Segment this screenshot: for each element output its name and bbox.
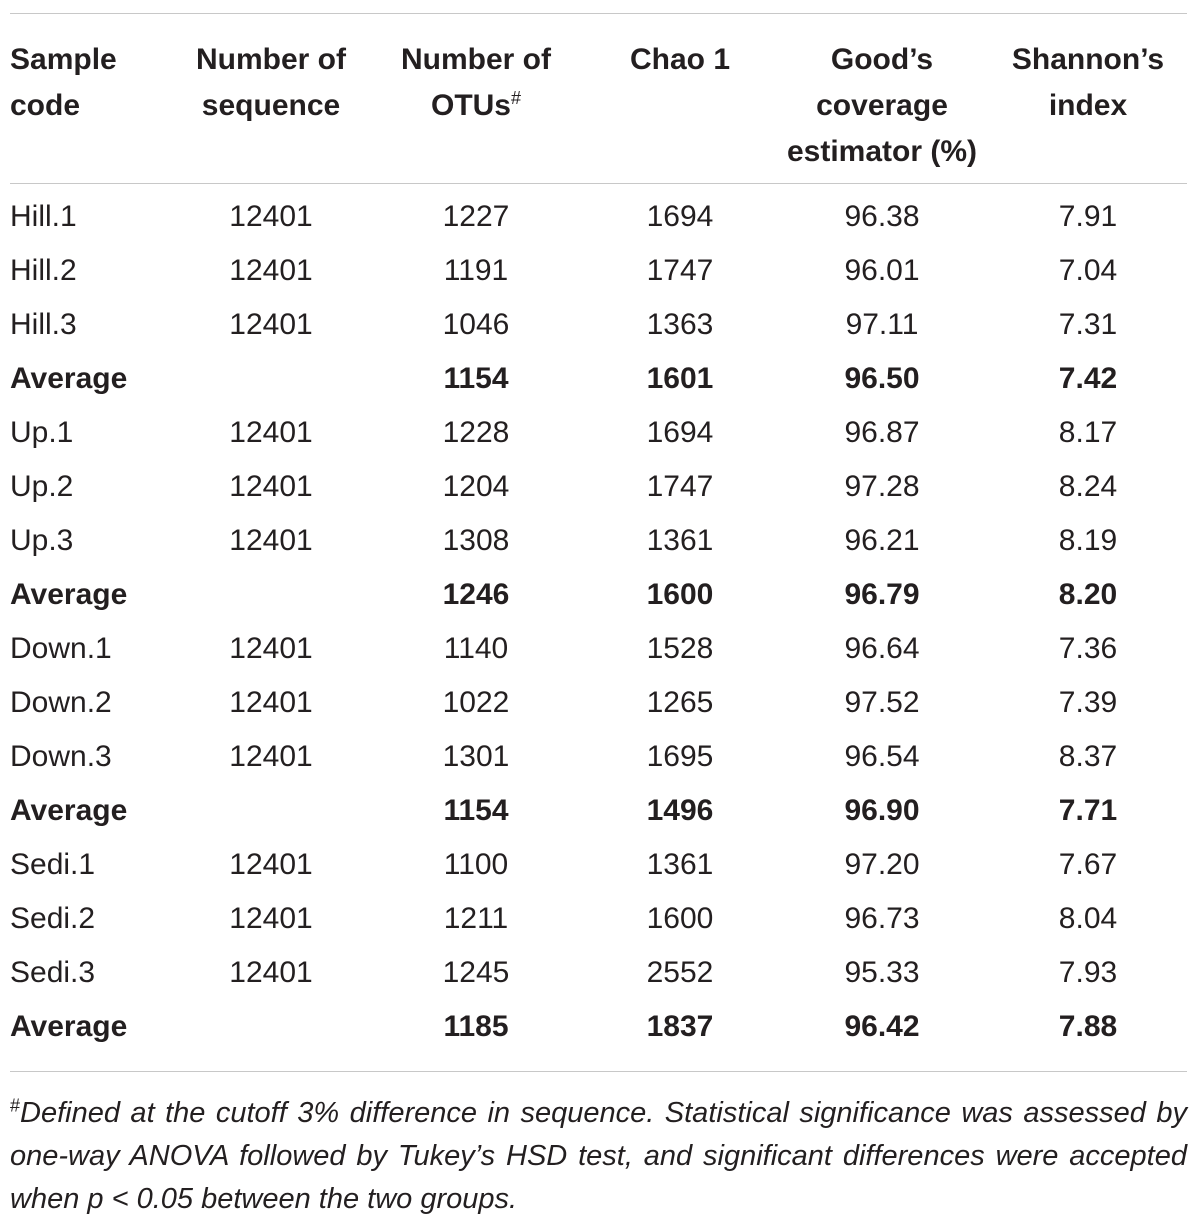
header-spacer — [10, 175, 1187, 190]
table-row — [10, 838, 1187, 892]
table-row — [10, 730, 1187, 784]
average-row — [10, 352, 1187, 406]
cell-sample-code: Hill.3 — [10, 308, 77, 341]
cell-sample-code: Sedi.3 — [10, 956, 96, 989]
cell-chao1: 1747 — [646, 470, 714, 503]
cell-shannons-index: 7.88 — [1058, 1010, 1118, 1043]
cell-chao1: 1361 — [646, 848, 714, 881]
table-row — [10, 406, 1187, 460]
cell-goods-coverage: 97.52 — [844, 686, 920, 719]
cell-goods-coverage: 96.87 — [844, 416, 920, 449]
bottom-rule — [10, 1071, 1187, 1072]
cell-shannons-index: 8.37 — [1058, 740, 1118, 773]
cell-number-of-sequence — [175, 352, 367, 406]
cell-goods-coverage: 96.90 — [844, 794, 920, 827]
cell-sample-code: Sedi.1 — [10, 848, 96, 881]
cell-number-of-sequence: 12401 — [229, 200, 313, 233]
cell-number-of-sequence — [175, 784, 367, 838]
table-footnote — [10, 1092, 1187, 1221]
table-row — [10, 892, 1187, 946]
header-number-of-sequence: Number of sequence — [196, 43, 346, 122]
cell-sample-code: Sedi.2 — [10, 902, 96, 935]
cell-sample-code: Average — [10, 578, 128, 611]
cell-shannons-index: 8.24 — [1058, 470, 1118, 503]
header-sample-code: Sample code — [10, 43, 117, 122]
cell-number-of-otus: 1246 — [442, 578, 510, 611]
cell-goods-coverage: 96.73 — [844, 902, 920, 935]
cell-chao1: 1496 — [646, 794, 714, 827]
cell-shannons-index: 7.31 — [1058, 308, 1118, 341]
cell-chao1: 1600 — [646, 578, 714, 611]
cell-goods-coverage: 96.21 — [844, 524, 920, 557]
cell-sample-code: Average — [10, 362, 128, 395]
cell-goods-coverage: 97.28 — [844, 470, 920, 503]
cell-chao1: 1837 — [646, 1010, 714, 1043]
cell-goods-coverage: 96.50 — [844, 362, 920, 395]
cell-chao1: 1361 — [646, 524, 714, 557]
table-row — [10, 460, 1187, 514]
table-body — [10, 175, 1187, 1054]
cell-goods-coverage: 95.33 — [844, 956, 920, 989]
cell-chao1: 1601 — [646, 362, 714, 395]
cell-sample-code: Down.3 — [10, 740, 112, 773]
cell-number-of-otus: 1301 — [442, 740, 510, 773]
cell-number-of-sequence: 12401 — [229, 632, 313, 665]
table-row — [10, 946, 1187, 1000]
cell-number-of-otus: 1211 — [443, 902, 509, 935]
cell-goods-coverage: 96.79 — [844, 578, 920, 611]
cell-chao1: 1747 — [646, 254, 714, 287]
average-row — [10, 1000, 1187, 1054]
cell-number-of-otus: 1154 — [443, 362, 509, 395]
cell-sample-code: Up.2 — [10, 470, 74, 503]
header-chao1: Chao 1 — [629, 43, 731, 76]
average-row — [10, 568, 1187, 622]
cell-sample-code: Hill.1 — [10, 200, 77, 233]
cell-number-of-sequence: 12401 — [229, 254, 313, 287]
cell-number-of-sequence: 12401 — [229, 902, 313, 935]
cell-sample-code: Up.3 — [10, 524, 74, 557]
cell-number-of-sequence: 12401 — [229, 848, 313, 881]
cell-goods-coverage: 96.42 — [844, 1010, 920, 1043]
cell-shannons-index: 7.04 — [1058, 254, 1118, 287]
cell-chao1: 1695 — [646, 740, 714, 773]
cell-number-of-sequence: 12401 — [229, 524, 313, 557]
cell-number-of-otus: 1308 — [442, 524, 510, 557]
cell-shannons-index: 8.17 — [1058, 416, 1118, 449]
cell-number-of-otus: 1245 — [442, 956, 510, 989]
cell-number-of-sequence: 12401 — [229, 416, 313, 449]
cell-shannons-index: 7.93 — [1058, 956, 1118, 989]
cell-shannons-index: 7.91 — [1058, 200, 1118, 233]
header-goods-coverage: Good’s coverage estimator (%) — [786, 43, 978, 168]
header-row — [10, 14, 1187, 175]
cell-shannons-index: 7.42 — [1058, 362, 1118, 395]
header-number-of-otus: Number of OTUs# — [401, 43, 551, 122]
cell-chao1: 1694 — [646, 200, 714, 233]
cell-chao1: 1528 — [646, 632, 714, 665]
cell-number-of-sequence — [175, 1000, 367, 1054]
cell-goods-coverage: 97.20 — [844, 848, 920, 881]
cell-goods-coverage: 96.64 — [844, 632, 920, 665]
cell-number-of-otus: 1227 — [442, 200, 510, 233]
table-row — [10, 676, 1187, 730]
otu-footnote-marker: # — [511, 88, 522, 108]
cell-number-of-otus: 1185 — [443, 1010, 509, 1043]
cell-shannons-index: 8.19 — [1058, 524, 1118, 557]
cell-goods-coverage: 96.38 — [844, 200, 920, 233]
cell-chao1: 1363 — [646, 308, 714, 341]
cell-shannons-index: 7.36 — [1058, 632, 1118, 665]
cell-chao1: 1600 — [646, 902, 714, 935]
cell-sample-code: Average — [10, 1010, 128, 1043]
cell-sample-code: Average — [10, 794, 128, 827]
cell-chao1: 1265 — [646, 686, 714, 719]
header-shannons-index: Shannon’s index — [1011, 43, 1165, 122]
cell-number-of-otus: 1022 — [442, 686, 510, 719]
spacer-cell — [10, 175, 1187, 190]
cell-goods-coverage: 96.54 — [844, 740, 920, 773]
cell-chao1: 1694 — [646, 416, 714, 449]
cell-number-of-otus: 1046 — [442, 308, 510, 341]
cell-number-of-otus: 1140 — [443, 632, 509, 665]
cell-sample-code: Up.1 — [10, 416, 74, 449]
cell-shannons-index: 8.20 — [1058, 578, 1118, 611]
cell-number-of-sequence: 12401 — [229, 308, 313, 341]
footnote-marker: # — [10, 1095, 21, 1116]
cell-number-of-sequence: 12401 — [229, 470, 313, 503]
cell-sample-code: Down.1 — [10, 632, 112, 665]
cell-chao1: 2552 — [646, 956, 714, 989]
table-row — [10, 622, 1187, 676]
cell-sample-code: Hill.2 — [10, 254, 77, 287]
cell-number-of-otus: 1100 — [443, 848, 509, 881]
cell-number-of-otus: 1191 — [443, 254, 509, 287]
average-row — [10, 784, 1187, 838]
cell-number-of-sequence — [175, 568, 367, 622]
cell-shannons-index: 7.71 — [1058, 794, 1118, 827]
cell-shannons-index: 7.67 — [1058, 848, 1118, 881]
table-row — [10, 514, 1187, 568]
cell-number-of-sequence: 12401 — [229, 686, 313, 719]
table-row — [10, 298, 1187, 352]
cell-number-of-sequence: 12401 — [229, 956, 313, 989]
footnote-text: Defined at the cutoff 3% difference in sequence. Statistical significance was assessed by one-way ANOVA followed by Tukey’s HSD test, and significant differences were accepted when p < 0.05 between the two groups. — [10, 1097, 1187, 1215]
cell-number-of-otus: 1228 — [442, 416, 510, 449]
cell-number-of-otus: 1204 — [442, 470, 510, 503]
otu-diversity-table — [10, 14, 1187, 1054]
cell-shannons-index: 8.04 — [1058, 902, 1118, 935]
table-row — [10, 244, 1187, 298]
table-row — [10, 190, 1187, 244]
cell-number-of-sequence: 12401 — [229, 740, 313, 773]
cell-goods-coverage: 96.01 — [844, 254, 920, 287]
cell-sample-code: Down.2 — [10, 686, 112, 719]
cell-goods-coverage: 97.11 — [845, 308, 919, 341]
cell-number-of-otus: 1154 — [443, 794, 509, 827]
cell-shannons-index: 7.39 — [1058, 686, 1118, 719]
